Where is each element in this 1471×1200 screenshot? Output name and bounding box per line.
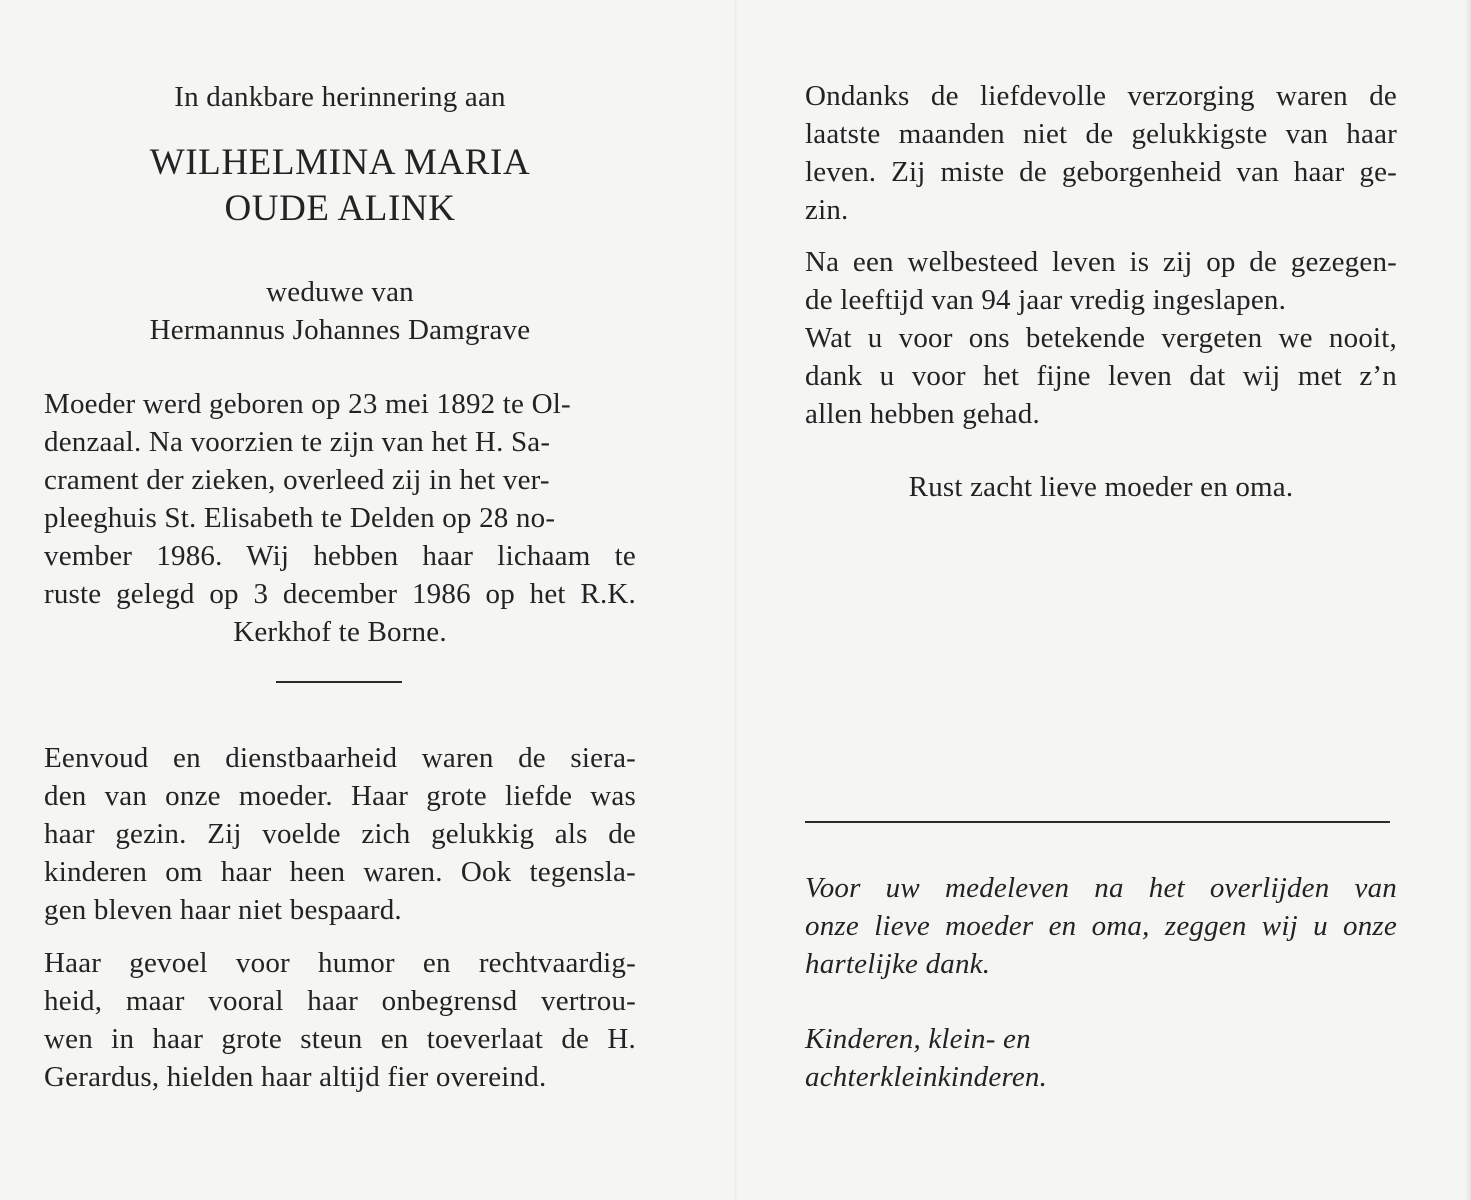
life-paragraph: [805, 243, 1397, 433]
text-line: Moeder werd geboren op 23 mei 1892 te Ol-: [44, 388, 571, 420]
text-line: den van onze moeder. Haar grote liefde was: [44, 780, 636, 812]
text-line: dank u voor het fijne leven dat wij met z’n: [805, 360, 1397, 392]
text-line: de leeftijd van 94 jaar vredig ingeslapen.: [805, 284, 1287, 316]
text-line: laatste maanden niet de gelukkigste van haar: [805, 118, 1397, 150]
text-line: Ondanks de liefdevolle verzorging waren de: [805, 80, 1397, 112]
long-divider: [805, 821, 1390, 823]
text-line: Haar gevoel voor humor en rechtvaardig-: [44, 947, 636, 979]
text-line: crament der zieken, overleed zij in het ver-: [44, 464, 550, 496]
text-line: allen hebben gehad.: [805, 398, 1040, 430]
text-line: zin.: [805, 194, 849, 226]
card-edge: [1465, 0, 1471, 1200]
name-line-2: OUDE ALINK: [224, 188, 456, 229]
text-line: ruste gelegd op 3 december 1986 op het R.K.: [44, 578, 636, 610]
deceased-name: [44, 140, 636, 232]
name-line-1: WILHELMINA MARIA: [149, 142, 531, 183]
card-fold: [734, 0, 737, 1200]
spouse-name: Hermannus Johannes Damgrave: [149, 314, 531, 346]
thanks-paragraph: [805, 869, 1397, 983]
short-divider: [276, 681, 402, 683]
text-line: Kinderen, klein- en: [805, 1023, 1031, 1055]
text-line: achterkleinkinderen.: [805, 1061, 1048, 1093]
care-paragraph: [805, 77, 1397, 229]
text-line: Gerardus, hielden haar altijd fier overeind.: [44, 1061, 547, 1093]
text-line: pleeghuis St. Elisabeth te Delden op 28 no-: [44, 502, 556, 534]
text-line: hartelijke dank.: [805, 948, 991, 980]
widow-label: weduwe van: [266, 276, 414, 308]
signature-block: [805, 1020, 1397, 1096]
rest-in-peace-text: Rust zacht lieve moeder en oma.: [908, 471, 1294, 503]
text-line: kinderen om haar heen waren. Ook tegensla-: [44, 856, 636, 888]
birth-paragraph: [44, 385, 636, 651]
text-line: wen in haar grote steun en toeverlaat de H.: [44, 1023, 636, 1055]
text-line: gen bleven haar niet bespaard.: [44, 894, 402, 926]
text-line: Kerkhof te Borne.: [233, 616, 447, 648]
humor-paragraph: [44, 944, 636, 1096]
intro-text: In dankbare herinnering aan: [174, 81, 506, 113]
text-line: Wat u voor ons betekende vergeten we nooit,: [805, 322, 1397, 354]
text-line: denzaal. Na voorzien te zijn van het H. Sa-: [44, 426, 551, 458]
text-line: Na een welbesteed leven is zij op de gezegen-: [805, 246, 1397, 278]
text-line: heid, maar vooral haar onbegrensd vertrou-: [44, 985, 636, 1017]
simplicity-paragraph: [44, 739, 636, 929]
widow-block: [44, 273, 636, 349]
text-line: Eenvoud en dienstbaarheid waren de siera-: [44, 742, 636, 774]
text-line: onze lieve moeder en oma, zeggen wij u onze: [805, 910, 1397, 942]
text-line: haar gezin. Zij voelde zich gelukkig als de: [44, 818, 636, 850]
text-line: leven. Zij miste de geborgenheid van haar ge-: [805, 156, 1397, 188]
text-line: Voor uw medeleven na het overlijden van: [805, 872, 1397, 904]
text-line: vember 1986. Wij hebben haar lichaam te: [44, 540, 636, 572]
